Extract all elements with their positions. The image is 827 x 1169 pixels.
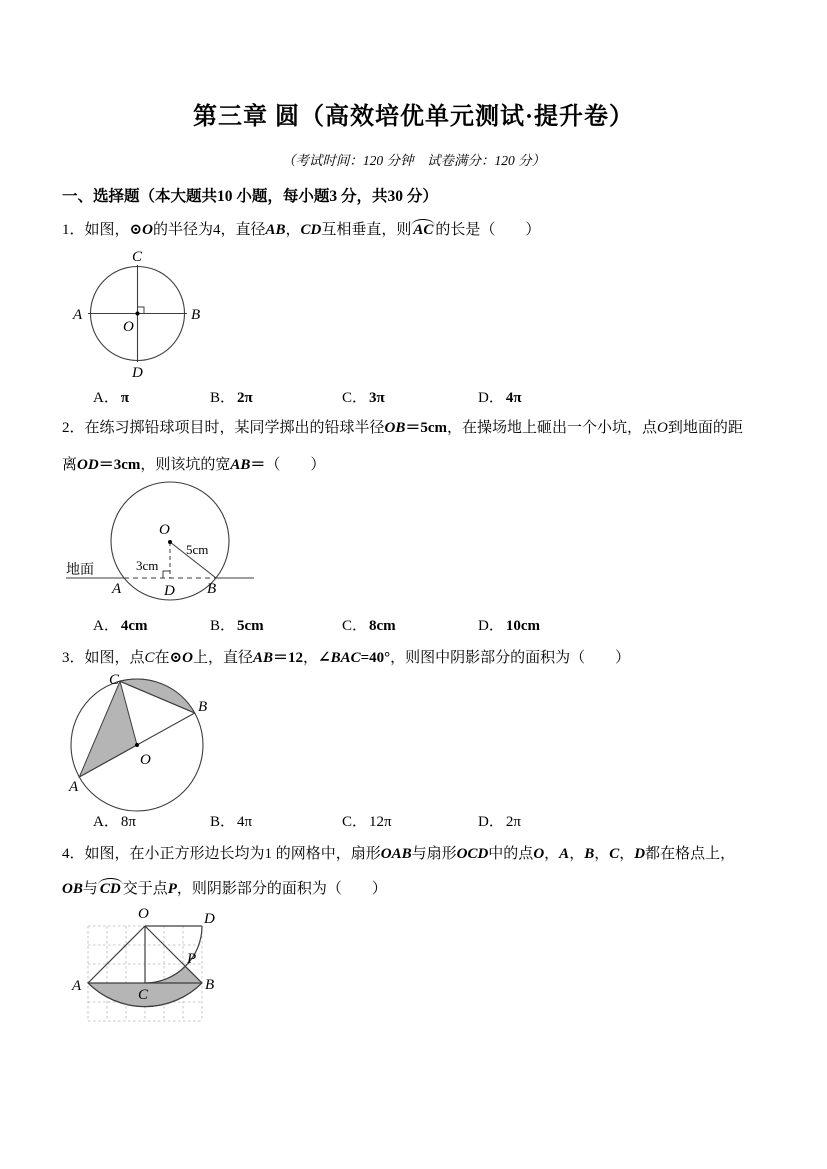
point-label-O: O xyxy=(123,319,134,335)
option-d: D． 10cm xyxy=(478,618,540,634)
point-label-B: B xyxy=(191,307,201,323)
option-c: C． 12π xyxy=(342,814,392,830)
question-4-text-line1: 4．如图，在小正方形边长均为1 的网格中，扇形OAB与扇形OCD中的点O，A，B，C，D都在格点上， xyxy=(62,846,736,862)
option-b: B． 2π xyxy=(210,390,253,406)
point-label-O: O xyxy=(140,752,151,768)
option-d: D． 2π xyxy=(478,814,521,830)
point-label-B: B xyxy=(205,977,215,993)
radius-5cm-label: 5cm xyxy=(186,542,209,557)
point-label-D: D xyxy=(164,583,175,599)
point-label-P: P xyxy=(187,951,197,967)
option-c: C． 3π xyxy=(342,390,385,406)
question-3-text: 3．如图，点C在⊙O上，直径AB＝12，∠BAC=40°，则图中阴影部分的面积为（ ） xyxy=(62,650,631,666)
point-label-A: A xyxy=(73,307,83,323)
option-b: B． 5cm xyxy=(210,618,264,634)
option-c: C． 8cm xyxy=(342,618,396,634)
question-4-figure xyxy=(65,901,240,1031)
question-4-text-line2: OB与 CD 交于点P，则阴影部分的面积为（ ） xyxy=(62,881,387,897)
ground-label: 地面 xyxy=(66,563,94,578)
point-label-A: A xyxy=(112,581,122,597)
grid-sector-diagram xyxy=(65,901,240,1031)
question-1-options xyxy=(62,386,776,408)
circle-diagram-q1 xyxy=(70,246,210,382)
question-2-figure xyxy=(62,478,258,612)
question-2-text-line2: 离OD＝3cm，则该坑的宽AB＝（ ） xyxy=(62,457,326,473)
option-a: A． 8π xyxy=(93,814,136,830)
page-title: 第三章 圆（高效培优单元测试·提升卷） xyxy=(192,104,634,130)
option-a: A． 4cm xyxy=(93,618,148,634)
question-3-figure xyxy=(60,673,215,815)
point-label-B: B xyxy=(207,581,217,597)
point-label-C: C xyxy=(109,673,120,688)
point-label-C: C xyxy=(138,987,149,1003)
point-label-O: O xyxy=(138,906,149,922)
point-label-D: D xyxy=(204,911,215,927)
exam-info-subtitle: （考试时间：120 分钟 试卷满分：120 分） xyxy=(281,153,546,168)
question-2-options xyxy=(62,614,776,636)
shot-put-pit-diagram xyxy=(62,478,258,612)
point-label-O: O xyxy=(159,522,170,538)
point-label-D: D xyxy=(132,365,143,381)
question-1-text: 1．如图，⊙O的半径为4，直径AB，CD互相垂直，则 AC 的长是（ ） xyxy=(62,222,541,238)
point-label-A: A xyxy=(69,779,79,795)
section-heading: 一、选择题（本大题共10 小题，每小题3 分，共30 分） xyxy=(62,188,438,205)
option-b: B． 4π xyxy=(210,814,253,830)
option-d: D． 4π xyxy=(478,390,522,406)
point-label-A: A xyxy=(72,978,82,994)
point-label-C: C xyxy=(132,249,143,265)
question-1-figure xyxy=(70,246,210,382)
point-label-B: B xyxy=(198,699,208,715)
option-a: A． π xyxy=(93,390,130,406)
question-2-text-line1: 2．在练习掷铅球项目时，某同学掷出的铅球半径OB＝5cm，在操场地上砸出一个小坑，点O到地面的距 xyxy=(62,420,743,436)
shaded-circle-diagram xyxy=(60,673,215,815)
question-3-options xyxy=(62,810,776,832)
radius-3cm-label: 3cm xyxy=(136,558,159,573)
